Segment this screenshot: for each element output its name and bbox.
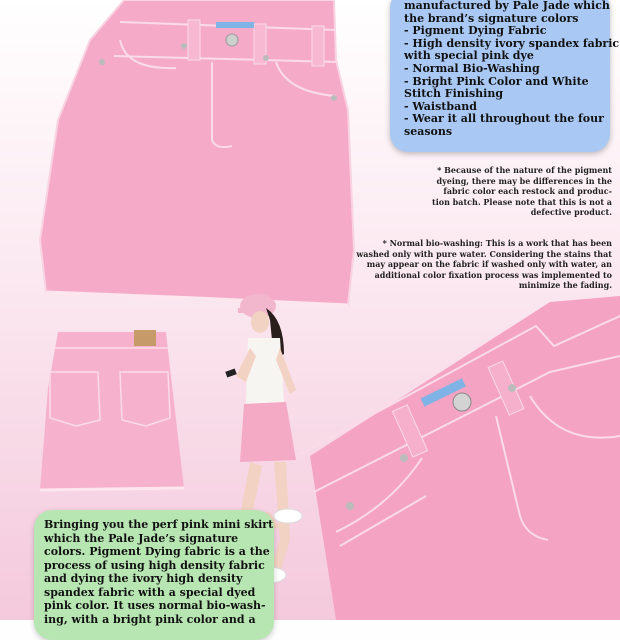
note-line: fabric color each restock and produc- [443, 186, 612, 196]
features-line: the brand’s signature colors [404, 11, 579, 25]
note-line: tion batch. Please note that this is not a [432, 196, 612, 207]
skirt-back-image [36, 328, 206, 494]
features-line: - Bright Pink Color and White [404, 74, 589, 88]
note-line: * Normal bio-washing: This is a work that has been [382, 238, 612, 248]
features-line: manufactured by Pale Jade which [404, 0, 610, 12]
note-line: dyeing, there may be differences in the [436, 175, 612, 186]
features-line: - High density ivory spandex fabric [404, 36, 620, 50]
description-line: Bringing you the perf pink mini skirt [44, 518, 274, 531]
note-line: minimize the fading. [518, 280, 612, 290]
pigment-dyeing-note [412, 165, 612, 218]
features-line: - Wear it all throughout the four [404, 112, 604, 126]
skirt-closeup-image [300, 296, 620, 620]
note-line: * Because of the nature of the pigment [437, 165, 612, 175]
description-line: spandex fabric with a special dyed [44, 585, 256, 599]
description-line: and dying the ivory high density [44, 572, 243, 585]
features-line: seasons [404, 124, 453, 138]
features-line: - Normal Bio-Washing [404, 61, 540, 75]
features-line: - Waistband [404, 99, 477, 113]
description-line: pink color. It uses normal bio-wash- [44, 599, 266, 612]
description-line: colors. Pigment Dying fabric is a the [44, 545, 270, 558]
description-line: which the Pale Jade’s signature [44, 531, 239, 545]
features-line: - Pigment Dying Fabric [404, 24, 547, 38]
features-line: Stitch Finishing [404, 87, 504, 101]
features-info-box [390, 0, 620, 152]
description-line: process of using high density fabric [44, 558, 265, 572]
description-line: ing, with a bright pink color and a [44, 612, 256, 626]
skirt-front-image [36, 0, 356, 315]
note-line: washed only with pure water. Considering the stains that [356, 248, 612, 259]
features-line: with special pink dye [404, 49, 534, 63]
bio-washing-note [352, 238, 612, 291]
note-line: may appear on the fabric if washed only with water, an [366, 259, 612, 269]
note-line: additional color fixation process was implemented to [374, 269, 612, 280]
note-line: defective product. [530, 207, 612, 217]
description-info-box [34, 510, 274, 640]
